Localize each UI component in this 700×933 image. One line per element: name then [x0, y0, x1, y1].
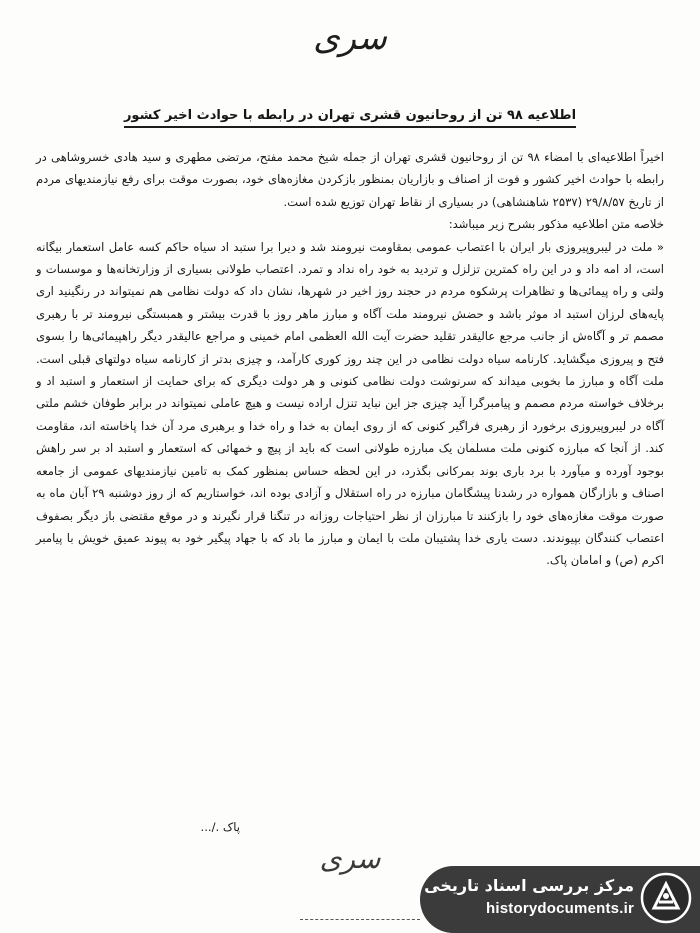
archive-watermark [420, 866, 700, 933]
document-body [36, 146, 664, 572]
classification-header: سری [313, 18, 387, 58]
footer-rule [300, 919, 420, 920]
classification-footer: سری [319, 842, 381, 875]
closing-line: پاک ./... [200, 820, 240, 834]
title-block [60, 104, 640, 128]
document-title: اطلاعیه ۹۸ تن از روحانیون قشری تهران در رابطه با حوادث اخیر کشور [124, 108, 576, 128]
summary-heading: خلاصه متن اطلاعیه مذکور بشرح زیر میباشد: [448, 217, 664, 232]
intro-paragraph: اخیراً اطلاعیه‌ای با امضاء ۹۸ تن از روحانیون قشری تهران از جمله شیخ محمد مفتح، مرتضی مطهری و سید هادی خسروشاهی در رابطه با حوادث اخیر کشور و فوت از اصناف و بازاریان بمنظور بازکردن مغازه‌های خود، بصورت موقت برای رفع نیازمندیهای مردم از تاریخ ۲۹/۸/۵۷ (۲۵۳۷ شاهنشاهی) در بسیاری از نقاط تهران توزیع شده است. [36, 150, 664, 209]
archive-site: historydocuments.ir [486, 900, 634, 917]
archive-logo-icon [640, 872, 692, 924]
archive-name: مرکز بررسی اسناد تاریخی [424, 876, 634, 895]
quoted-statement: « ملت در لیبروپیروزی بار ایران با اعتصاب عمومی بمقاومت نیرومند شد و دیرا برا ستبد اد سیاه حاکم کسه عامل استعمار بیگانه است، اد امه داد و در این راه کمترین تزلزل و تردید به خود راه نداد و تمرد. اعتصاب طولانی بسیاری از وزارتخانه‌ها و موسسات و ولتی و راه پیمائی‌ها و تظاهرات پرشکوه مردم در حجند روز اخیر در شهرها، نشان داد که دولت نظامی هم نمیتواند در رنگینید اری پایه‌های لرزان استبد اد موثر باشد و حضش نیرومند ملت آگاه و مبارز ماهر روز با قدرت بیشتر و همبستگی نیرومند تر با رهبری مصمم تر و آگاه‌ش از جانب مرجع عالیقدر تقلید حضرت آیت الله العظمی امام خمینی و مراجع عالیقدر دیگر راهپیمائی‌ها را بسوی فتح و پیروزی میگشاید. کارنامه سیاه دولت نظامی در این چند روز کوری کارآمد، و چیزی بدتر از کارنامه سیاه دولتهای قبلی است. ملت آگاه و مبارز ما بخوبی میداند که سرنوشت دولت نظامی کنونی و هر دولت دیگری که برای حمایت از استعمار و استبد اد و برخلاف خواسته مردم مصمم و پیامبرگرا آید چیزی جز این نباید تنزل اراده نیست و هیچ عاملی نمیتواند در برابر طوفان خشم ملتی آگاه در لیبروپیروزی برخورد از رهبری فراگیر کنونی که از روی ایمان به خدا و راه خدا و برهبری مرد آن خدا پاخاسته اند، مقاومت کند. از آنجا که مبارزه کنونی ملت مسلمان یک مبارزه طولانی است که باید از پیچ و خمهائی که استعمار و استبد اد بر سر راهش بوجود آورده و میآورد با برد باری بوند بمرکانی بگذرد، در این لحظه حساس بمنظور کمک به تامین نیازمندیهای عمومی از جامعه اصناف و بازارگان همواره در رشدنا پیشگامان مبارزه در راه استقلال و آزادی بوده اند، خواستاریم که از روز دوشنبه ۲۹ آبان ماه به صورت موقت مغازه‌های خود را بازکنند تا مبارزان از نظر احتیاجات روزانه در تنگنا قرار نگیرند و در موقع مقتضی باز دیگر بصفوف اعتصاب کنندگان بپیوندند. دست یاری خدا پشتیبان ملت با ایمان و مبارز ما باد که با جهاد پیگیر خود به پیوند عمیق خویش با پیامبر اکرم (ص) و امامان پاک. [36, 239, 664, 568]
watermark-text [424, 874, 634, 920]
